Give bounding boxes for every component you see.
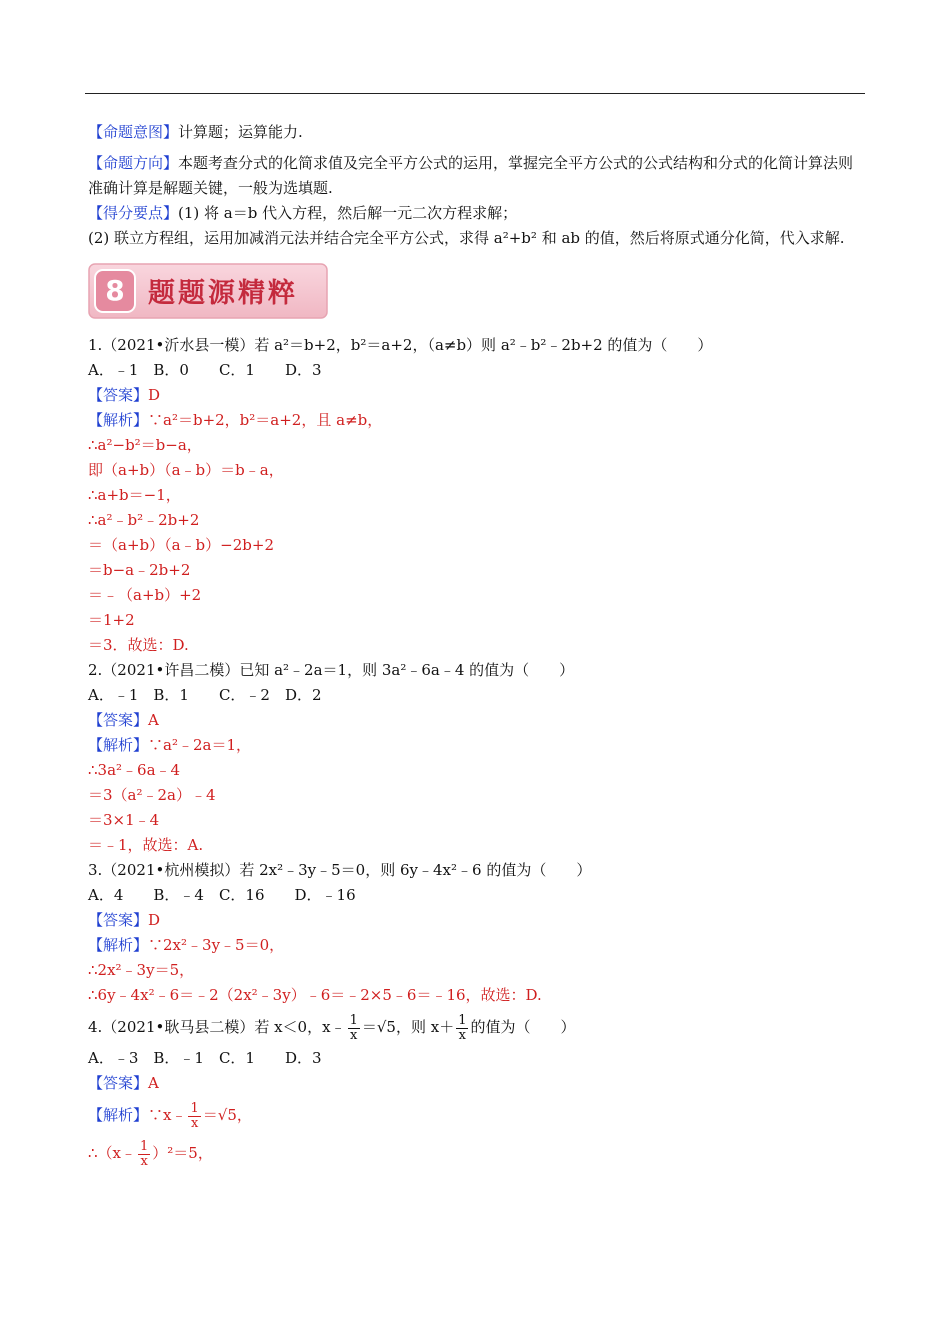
q4-step-2: [88, 1134, 868, 1172]
q1-answer-tag: 【答案】: [88, 386, 149, 404]
points-text: (1) 将 a＝b 代入方程，然后解一元二次方程求解；: [178, 204, 518, 222]
q1-step: ∴a+b＝−1，: [88, 486, 181, 504]
banner-title: 题题源精粹: [148, 278, 298, 309]
fraction-numerator: 1: [140, 1138, 149, 1154]
q2-step: ∴3a²﹣6a﹣4: [88, 761, 181, 779]
direction-line: [88, 151, 868, 201]
q4-options: A．﹣3 B．﹣1 C．1 D．3: [88, 1049, 322, 1067]
fraction-denominator: x: [350, 1027, 358, 1043]
q3-answer-line: [88, 908, 868, 933]
q1-step: ＝﹣（a+b）+2: [88, 586, 202, 604]
q4-fraction: [348, 1014, 360, 1043]
q2-answer: A: [148, 711, 159, 729]
q4-fraction: [456, 1014, 468, 1043]
q4-fraction: [138, 1140, 150, 1169]
document-body: [88, 120, 868, 1172]
q1-analysis-tag: 【解析】: [88, 411, 149, 429]
intent-tag: 【命题意图】: [88, 123, 179, 141]
points-tag: 【得分要点】: [88, 204, 179, 222]
q2-step: ∵a²﹣2a＝1，: [148, 736, 252, 754]
q4-stem-part: 4.（2021•耿马县二模）若 x＜0，x﹣: [88, 1018, 346, 1036]
q1-step: ＝b−a﹣2b+2: [88, 561, 191, 579]
q2-answer-tag: 【答案】: [88, 711, 149, 729]
q1-step: ＝3．故选：D.: [88, 636, 189, 654]
q1-step: ＝1+2: [88, 611, 135, 629]
q2-analysis-line: [88, 733, 868, 758]
fraction-numerator: 1: [349, 1012, 358, 1028]
section-banner: [88, 263, 328, 319]
q2-step: ＝3（a²﹣2a）﹣4: [88, 786, 216, 804]
points-line-2: (2) 联立方程组，运用加减消元法并结合完全平方公式，求得 a²+b² 和 ab 的值，然后将原式通分化简，代入求解.: [88, 229, 845, 247]
q3-analysis-line: [88, 933, 868, 958]
fraction-numerator: 1: [458, 1012, 467, 1028]
q4-fraction: [188, 1102, 200, 1131]
q4-answer-tag: 【答案】: [88, 1074, 149, 1092]
q2-step: ＝3×1﹣4: [88, 811, 160, 829]
fraction-numerator: 1: [190, 1100, 199, 1116]
fraction-denominator: x: [140, 1153, 148, 1169]
q3-answer: D: [148, 911, 161, 929]
q1-analysis-line: [88, 408, 868, 433]
q4-answer: A: [148, 1074, 159, 1092]
q2-step: ＝﹣1，故选：A.: [88, 836, 204, 854]
q3-analysis-tag: 【解析】: [88, 936, 149, 954]
direction-text: 本题考查分式的化简求值及完全平方公式的运用，掌握完全平方公式的公式结构和分式的化简计算法则准确计算是解题关键，一般为选填题.: [88, 154, 854, 197]
points-line: [88, 201, 868, 226]
fraction-denominator: x: [190, 1115, 199, 1131]
q3-step: ∵2x²﹣3y﹣5＝0，: [148, 936, 285, 954]
intent-line: [88, 120, 868, 145]
q4-stem-part: ＝√5，则 x＋: [361, 1018, 455, 1036]
q4-stem: [88, 1008, 868, 1046]
q2-stem: 2.（2021•许昌二模）已知 a²﹣2a＝1，则 3a²﹣6a﹣4 的值为（ ）: [88, 661, 575, 679]
direction-tag: 【命题方向】: [88, 154, 179, 172]
q2-options: A．﹣1 B．1 C．﹣2 D．2: [88, 686, 322, 704]
q1-step: ∴a²−b²＝b−a，: [88, 436, 202, 454]
q4-step-part: ∵x﹣: [148, 1106, 187, 1124]
q1-answer: D: [148, 386, 161, 404]
q3-step: ∴2x²﹣3y＝5，: [88, 961, 195, 979]
q2-answer-line: [88, 708, 868, 733]
q1-stem: 1.（2021•沂水县一模）若 a²＝b+2，b²＝a+2，（a≠b）则 a²﹣b²﹣2b+2 的值为（ ）: [88, 336, 713, 354]
q4-step-part: ）²＝5，: [152, 1144, 213, 1162]
q4-analysis-line: [88, 1096, 868, 1134]
q4-analysis-tag: 【解析】: [88, 1106, 149, 1124]
q1-step: ＝（a+b）（a﹣b）−2b+2: [88, 536, 274, 554]
header-rule: [85, 93, 865, 94]
intent-text: 计算题；运算能力.: [178, 123, 303, 141]
q2-analysis-tag: 【解析】: [88, 736, 149, 754]
q3-stem: 3.（2021•杭州模拟）若 2x²﹣3y﹣5＝0，则 6y﹣4x²﹣6 的值为（ ）: [88, 861, 592, 879]
q4-step-part: ∴（x﹣: [88, 1144, 137, 1162]
q1-step: 即（a+b）（a﹣b）＝b﹣a，: [88, 461, 284, 479]
q4-step-part: ＝√5，: [202, 1106, 252, 1124]
q3-options: A．4 B．﹣4 C．16 D．﹣16: [88, 886, 356, 904]
q1-step: ∴a²﹣b²﹣2b+2: [88, 511, 200, 529]
q1-answer-line: [88, 383, 868, 408]
banner-badge: 8: [105, 274, 125, 307]
q3-step: ∴6y﹣4x²﹣6＝﹣2（2x²﹣3y）﹣6＝﹣2×5﹣6＝﹣16，故选：D.: [88, 986, 542, 1004]
q3-answer-tag: 【答案】: [88, 911, 149, 929]
q1-options: A．﹣1 B．0 C．1 D．3: [88, 361, 322, 379]
fraction-denominator: x: [458, 1027, 467, 1043]
q1-step: ∵a²＝b+2，b²＝a+2，且 a≠b，: [148, 411, 383, 429]
q4-stem-part: 的值为（ ）: [470, 1018, 576, 1036]
q4-answer-line: [88, 1071, 868, 1096]
